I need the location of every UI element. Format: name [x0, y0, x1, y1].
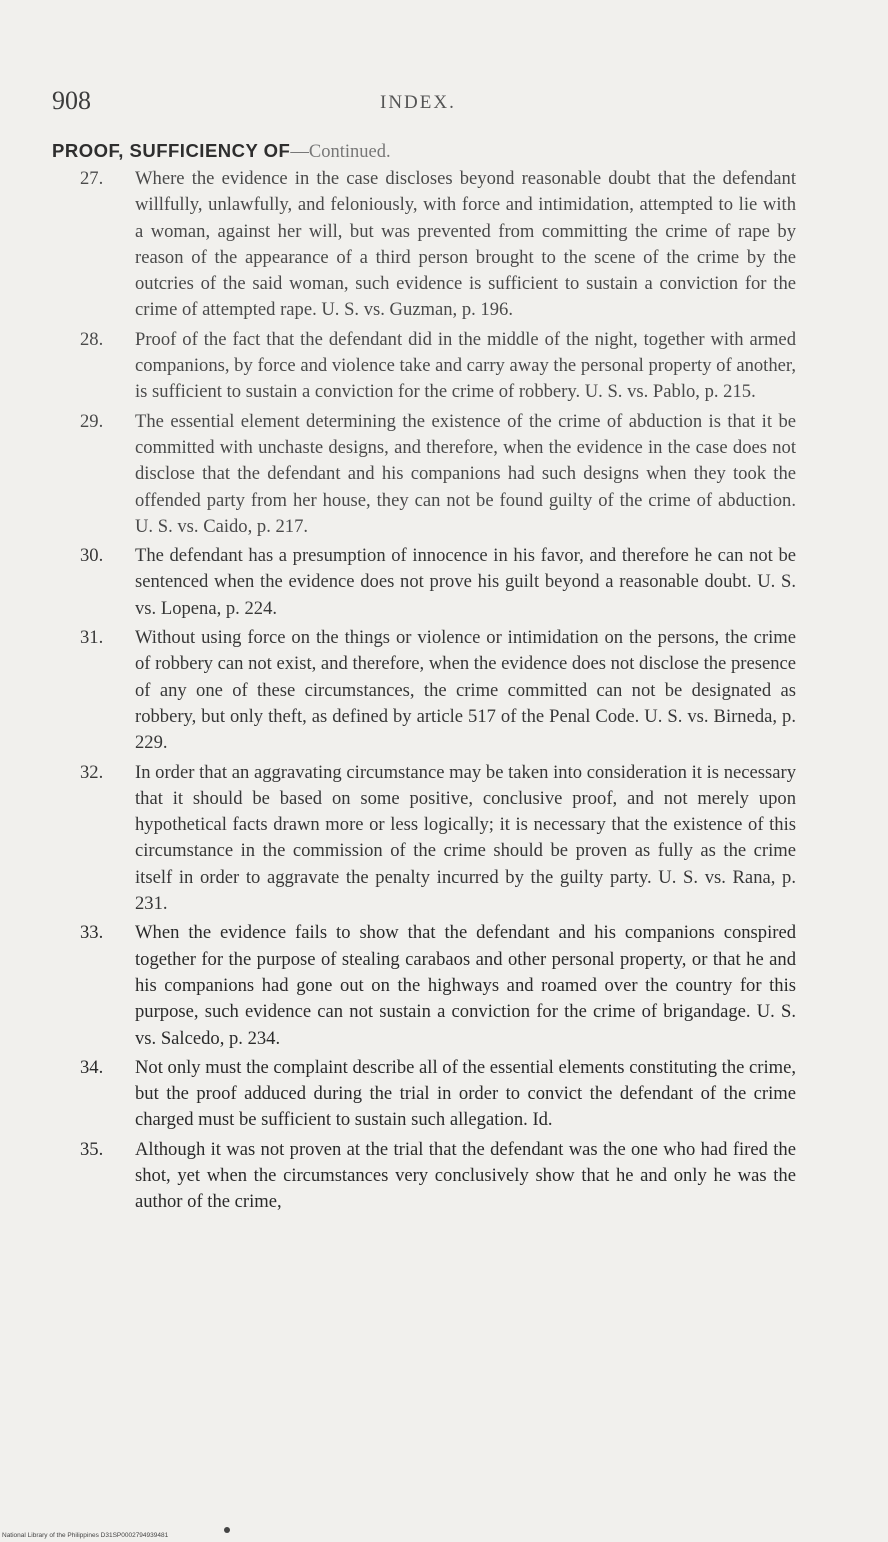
running-head: INDEX. [380, 92, 456, 113]
entry-27 [80, 166, 796, 324]
entry-number: 30. [80, 545, 104, 567]
entry-text: Proof of the fact that the defendant did in the middle of the night, together with armed companions, by force and violence take and carry away the personal property of another, is sufficient to sustain a conviction for the crime of robbery. U. S. vs. Pablo, p. 215. [135, 328, 796, 403]
section-heading-continued: —Continued. [290, 142, 391, 162]
entry-text: Without using force on the things or violence or intimidation on the persons, the crime of robbery can not exist, and therefore, when the evidence does not disclose the presence of any one of these circumstances, the crime committed can not be designated as robbery, but only theft, as defined by article 517 of the Penal Code. U. S. vs. Birneda, p. 229. [135, 627, 796, 754]
page-number: 908 [52, 86, 91, 115]
entry-33 [80, 920, 796, 1051]
entry-28 [80, 327, 796, 406]
entry-29 [80, 409, 796, 540]
entry-number: 27. [80, 168, 104, 189]
entry-30 [80, 543, 796, 622]
scan-footer: National Library of the Philippines D31SP0002794939481 [2, 1532, 169, 1539]
entry-text: In order that an aggravating circumstance may be taken into consideration it is necessary that it should be based on some positive, conclusive proof, and not merely upon hypothetical facts drawn more or less logically; it is necessary that the existence of this circumstance in the commission of the crime should be proven as fully as the crime itself in order to aggravate the penalty incurred by the guilty party. U. S. vs. Rana, p. 231. [135, 761, 796, 915]
entry-text: The defendant has a presumption of innocence in his favor, and therefore he can not be sentenced when the evidence does not prove his guilt beyond a reasonable doubt. U. S. vs. Lopena, p. 224. [135, 545, 796, 619]
entry-text: Although it was not proven at the trial that the defendant was the one who had fired the shot, yet when the circumstances very conclusively show that he and only he was the author of the crime, [135, 1138, 796, 1213]
entry-number: 28. [80, 328, 104, 350]
entry-number: 34. [80, 1056, 104, 1078]
entry-list [80, 166, 796, 1219]
entry-text: Not only must the complaint describe all of the essential elements constituting the crime, but the proof adduced during the trial in order to convict the defendant of the crime charged must be sufficient to sustain such allegation. Id. [135, 1056, 796, 1131]
entry-text: Where the evidence in the case discloses beyond reasonable doubt that the defendant willfully, unlawfully, and feloniously, with force and intimidation, attempted to lie with a woman, against her will, but was prevented from committing the crime of rape by reason of the appearance of a third person brought to the scene of the crime by the outcries of the said woman, such evidence is sufficient to sustain a conviction for the crime of attempted rape. U. S. vs. Guzman, p. 196. [135, 168, 796, 321]
entry-number: 33. [80, 922, 104, 944]
scan-dot [224, 1527, 230, 1533]
entry-text: When the evidence fails to show that the defendant and his companions conspired together for the purpose of stealing carabaos and other personal property, or that he and his companions had gone out on the highways and roamed over the country for this purpose, such evidence can not sustain a conviction for the crime of brigandage. U. S. vs. Salcedo, p. 234. [135, 922, 796, 1049]
entry-number: 31. [80, 627, 104, 649]
entry-text: The essential element determining the existence of the crime of abduction is that it be committed with unchaste designs, and therefore, when the evidence in the case does not disclose that the defendant and his companions had such designs when they took the offended party from her house, they can not be found guilty of the crime of abduction. U. S. vs. Caido, p. 217. [135, 410, 796, 537]
entry-number: 29. [80, 410, 104, 432]
entry-number: 32. [80, 761, 104, 783]
entry-31 [80, 625, 796, 756]
entry-34 [80, 1055, 796, 1134]
entry-32 [80, 760, 796, 918]
section-heading [52, 140, 391, 163]
entry-number: 35. [80, 1138, 104, 1160]
section-heading-title: PROOF, SUFFICIENCY OF [52, 140, 291, 161]
entry-35 [80, 1137, 796, 1216]
